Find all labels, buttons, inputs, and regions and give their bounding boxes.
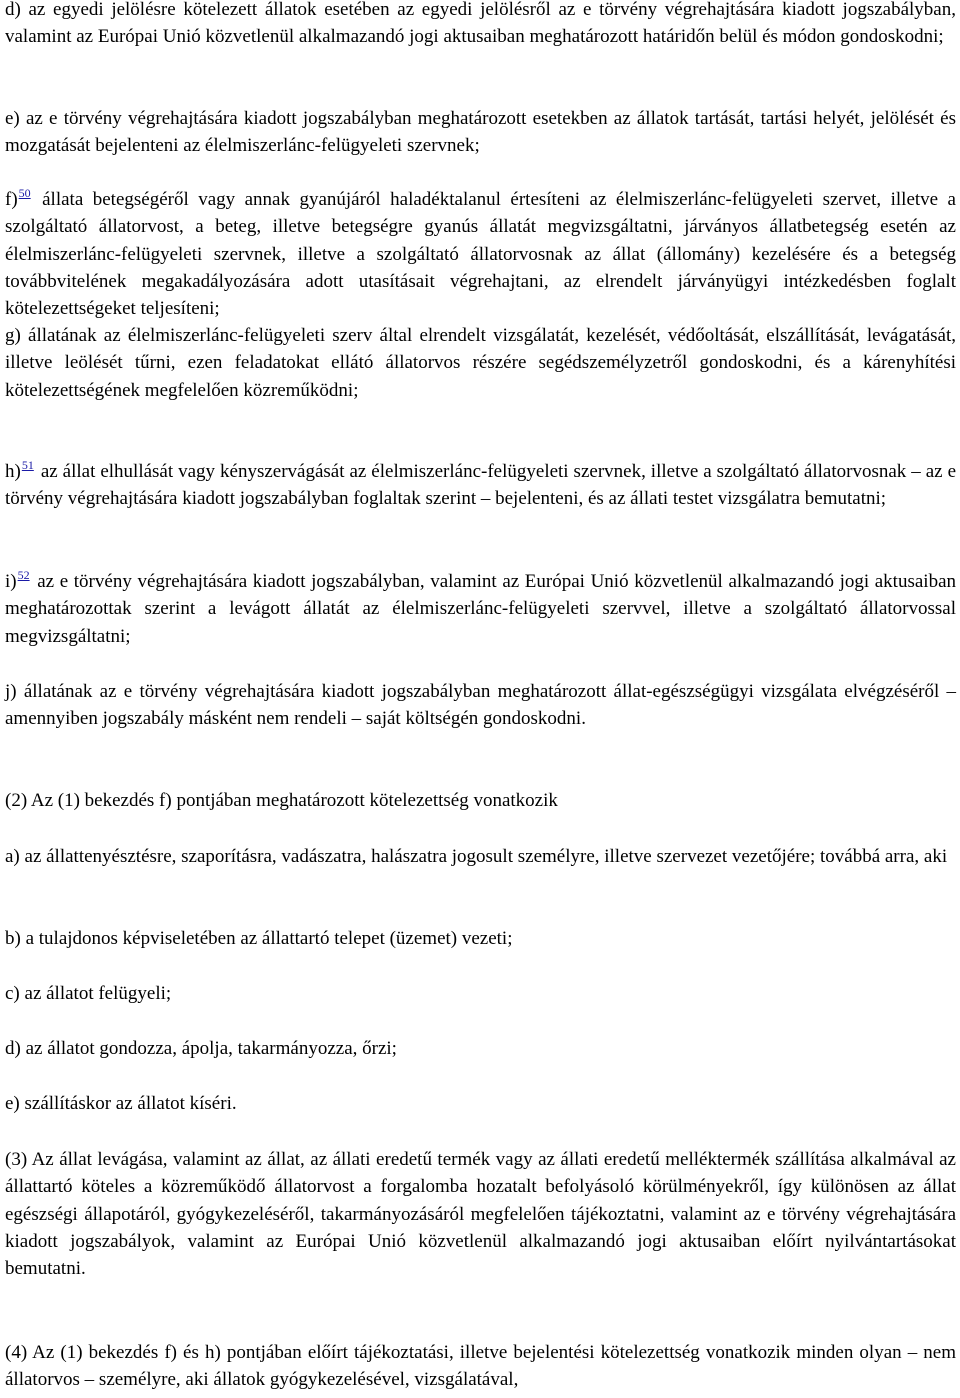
paragraph-h-text: az állat elhullását vagy kényszervágását az élelmiszerlánc-felügyeleti szervnek, illetve a szolgáltató állatorvosnak – az e törvény végrehajtására kiadott jogszabályban foglaltak szerint – bejelenteni, és az állati testet vizsgálatra bemutatni; [5, 461, 957, 510]
section-2-intro-text: (2) Az (1) bekezdés f) pontjában meghatározott kötelezettség vonatkozik [5, 790, 558, 811]
paragraph-d [5, 0, 956, 51]
section-3 [5, 1146, 956, 1282]
paragraph-i-prefix: i) [5, 571, 17, 592]
paragraph-g [5, 322, 956, 404]
paragraph-d-text: d) az egyedi jelölésre kötelezett állatok esetében az egyedi jelölésről az e törvény végrehajtására kiadott jogszabályban, valamint az Európai Unió közvetlenül alkalmazandó jogi aktusaiban meghatározott határidőn belül és módon gondoskodni; [5, 0, 956, 48]
paragraph-h-prefix: h) [5, 461, 21, 482]
section-2-item-b [5, 925, 956, 952]
section-2-item-e-text: e) szállításkor az állatot kíséri. [5, 1093, 237, 1114]
paragraph-f-prefix: f) [5, 189, 18, 210]
footnote-link-51[interactable]: 51 [21, 458, 34, 472]
section-2-item-d-text: d) az állatot gondozza, ápolja, takarmányozza, őrzi; [5, 1038, 397, 1059]
section-2-item-c [5, 980, 956, 1007]
section-2-item-a [5, 843, 956, 870]
section-4-text: (4) Az (1) bekezdés f) és h) pontjában előírt tájékoztatási, illetve bejelentési kötelezettség vonatkozik minden olyan – nem állatorvos – személyre, aki állatok gyógykezelésével, vizsgálatával, [5, 1342, 956, 1391]
section-2-item-c-text: c) az állatot felügyeli; [5, 983, 172, 1004]
paragraph-i-text: az e törvény végrehajtására kiadott jogszabályban, valamint az Európai Unió közvetlenül alkalmazandó jogi aktusaiban meghatározottak szerint a levágott állatát az élelmiszerlánc-felügyeleti szervvel, illetve a szolgáltató állatorvossal megvizsgáltatni; [5, 571, 957, 647]
section-2-intro [5, 787, 956, 814]
section-2-item-b-text: b) a tulajdonos képviseletében az állattartó telepet (üzemet) vezeti; [5, 928, 513, 949]
paragraph-e [5, 105, 956, 160]
section-2-item-a-text: a) az állattenyésztésre, szaporításra, vadászatra, halászatra jogosult személyre, illetve szervezet vezetőjére; továbbá arra, aki [5, 846, 948, 867]
section-3-text: (3) Az állat levágása, valamint az állat, az állati eredetű termék vagy az állati eredetű melléktermék szállítása alkalmával az állattartó köteles a közreműködő állatorvost a forgalomba hozatalt befolyásoló körülményekről, így különösen az állat egészségi állapotáról, gyógykezeléséről, takarmányozásáról megfelelően tájékoztatni, valamint az e törvény végrehajtására kiadott jogszabályok, valamint az Európai Unió közvetlenül alkalmazandó jogi aktusaiban előírt nyilvántartásokat bemutatni. [5, 1149, 956, 1280]
paragraph-j [5, 678, 956, 733]
paragraph-f [5, 186, 956, 322]
section-2-item-e [5, 1090, 956, 1117]
paragraph-i [5, 568, 956, 650]
paragraph-j-text: j) állatának az e törvény végrehajtására kiadott jogszabályban meghatározott állat-egészségügyi vizsgálata elvégzéséről – amennyiben jogszabály másként nem rendeli – saját költségén gondoskodni. [5, 681, 956, 730]
paragraph-h [5, 458, 956, 513]
paragraph-e-text: e) az e törvény végrehajtására kiadott jogszabályban meghatározott esetekben az állatok tartását, tartási helyét, jelölését és mozgatását bejelenteni az élelmiszerlánc-felügyeleti szervnek; [5, 108, 956, 157]
section-4 [5, 1339, 956, 1394]
footnote-link-52[interactable]: 52 [17, 568, 30, 582]
section-2-item-d [5, 1035, 956, 1062]
footnote-link-50[interactable]: 50 [18, 186, 31, 200]
paragraph-g-text: g) állatának az élelmiszerlánc-felügyeleti szerv által elrendelt vizsgálatát, kezelését, védőoltását, elszállítását, levágatását, illetve leölését tűrni, ezen feladatokat ellátó állatorvos részére segédszemélyzetről gondoskodni, és a kárenyhítési kötelezettségének megfelelően közreműködni; [5, 325, 956, 401]
paragraph-f-text: állata betegségéről vagy annak gyanújáról haladéktalanul értesíteni az élelmiszerlánc-felügyeleti szervet, illetve a szolgáltató állatorvost, a beteg, illetve betegségre gyanús állatát megvizsgáltatni, járványos állatbetegség esetén az élelmiszerlánc-felügyeleti szervnek, illetve a szolgáltató állatorvosnak az állat (állomány) kezelésére és a betegség továbbvitelének megakadályozására adott utasításait végrehajtani, az elrendelt járványügyi intézkedésben foglalt kötelezettségeket teljesíteni; [5, 189, 956, 320]
